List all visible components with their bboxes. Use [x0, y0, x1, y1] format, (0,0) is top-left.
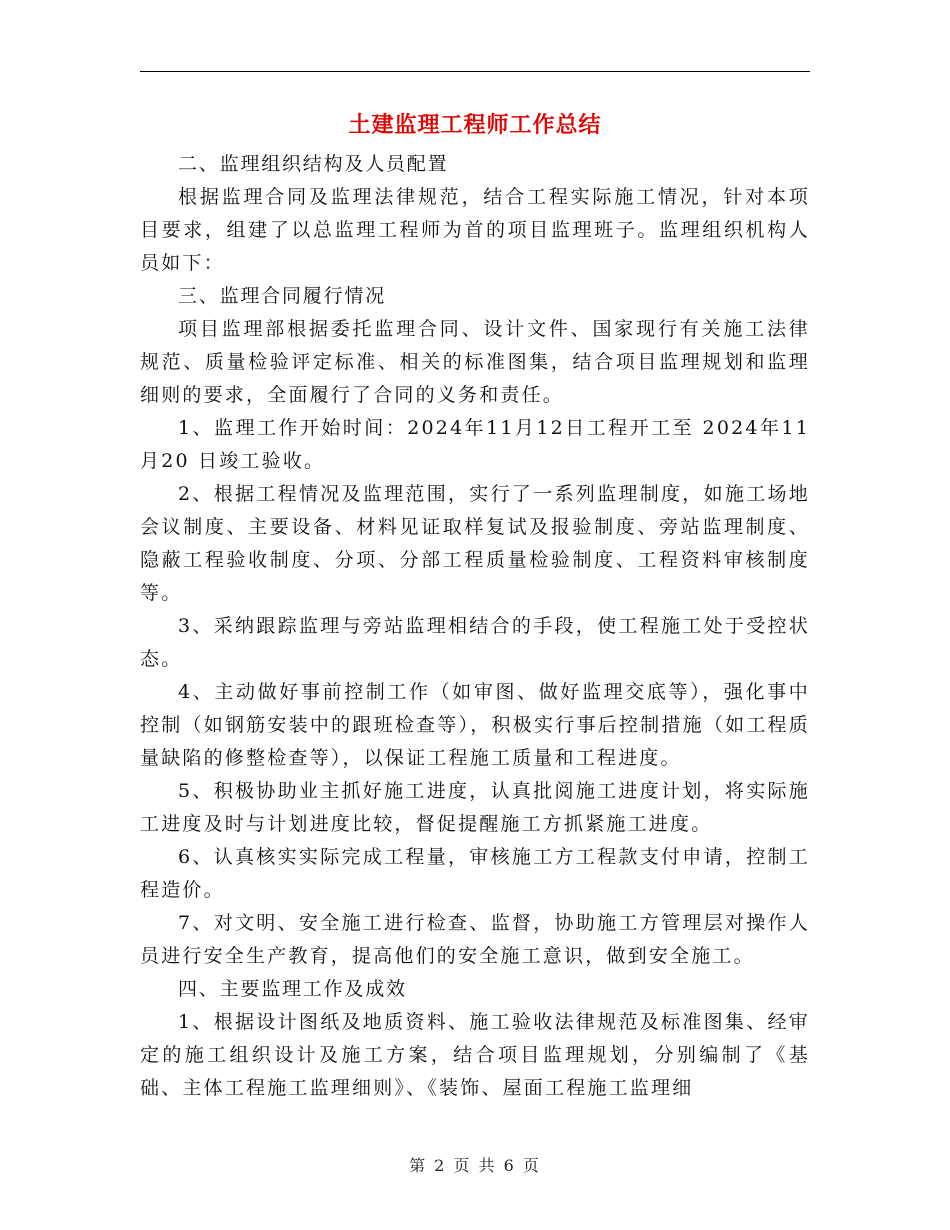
section-heading: 三、监理合同履行情况	[178, 285, 387, 307]
header-rule	[140, 71, 810, 72]
list-item: 2、根据工程情况及监理范围，实行了一系列监理制度，如施工场地会议制度、主要设备、材料见证取样复试及报验制度、旁站监理制度、隐蔽工程验收制度、分项、分部工程质量检验制度、工程资料审核制度等。	[140, 483, 810, 604]
section-heading: 二、监理组织结构及人员配置	[178, 153, 449, 175]
list-item: 1、监理工作开始时间：2024年11月12日工程开工至 2024年11月20 日竣工验收。	[140, 417, 810, 472]
list-item: 4、主动做好事前控制工作（如审图、做好监理交底等），强化事中控制（如钢筋安装中的跟班检查等），积极实行事后控制措施（如工程质量缺陷的修整检查等），以保证工程施工质量和工程进度。	[140, 681, 810, 769]
list-item: 7、对文明、安全施工进行检查、监督，协助施工方管理层对操作人员进行安全生产教育，提高他们的安全施工意识，做到安全施工。	[140, 912, 810, 967]
document-body	[140, 148, 810, 1105]
page-number: 第 2 页 共 6 页	[409, 1156, 541, 1175]
list-item: 1、根据设计图纸及地质资料、施工验收法律规范及标准图集、经审定的施工组织设计及施工方案，结合项目监理规划，分别编制了《基础、主体工程施工监理细则》、《装饰、屋面工程施工监理细	[140, 1011, 810, 1099]
list-item: 5、积极协助业主抓好施工进度，认真批阅施工进度计划，将实际施工进度及时与计划进度比较，督促提醒施工方抓紧施工进度。	[140, 780, 810, 835]
list-item: 6、认真核实实际完成工程量，审核施工方工程款支付申请，控制工程造价。	[140, 846, 810, 901]
body-paragraph: 根据监理合同及监理法律规范，结合工程实际施工情况，针对本项目要求，组建了以总监理工程师为首的项目监理班子。监理组织机构人员如下：	[140, 186, 810, 274]
section-heading: 四、主要监理工作及成效	[178, 978, 407, 1000]
document-title: 土建监理工程师工作总结	[348, 112, 602, 138]
list-item: 3、采纳跟踪监理与旁站监理相结合的手段，使工程施工处于受控状态。	[140, 615, 810, 670]
body-paragraph: 项目监理部根据委托监理合同、设计文件、国家现行有关施工法律规范、质量检验评定标准、相关的标准图集，结合项目监理规划和监理细则的要求，全面履行了合同的义务和责任。	[140, 318, 810, 406]
